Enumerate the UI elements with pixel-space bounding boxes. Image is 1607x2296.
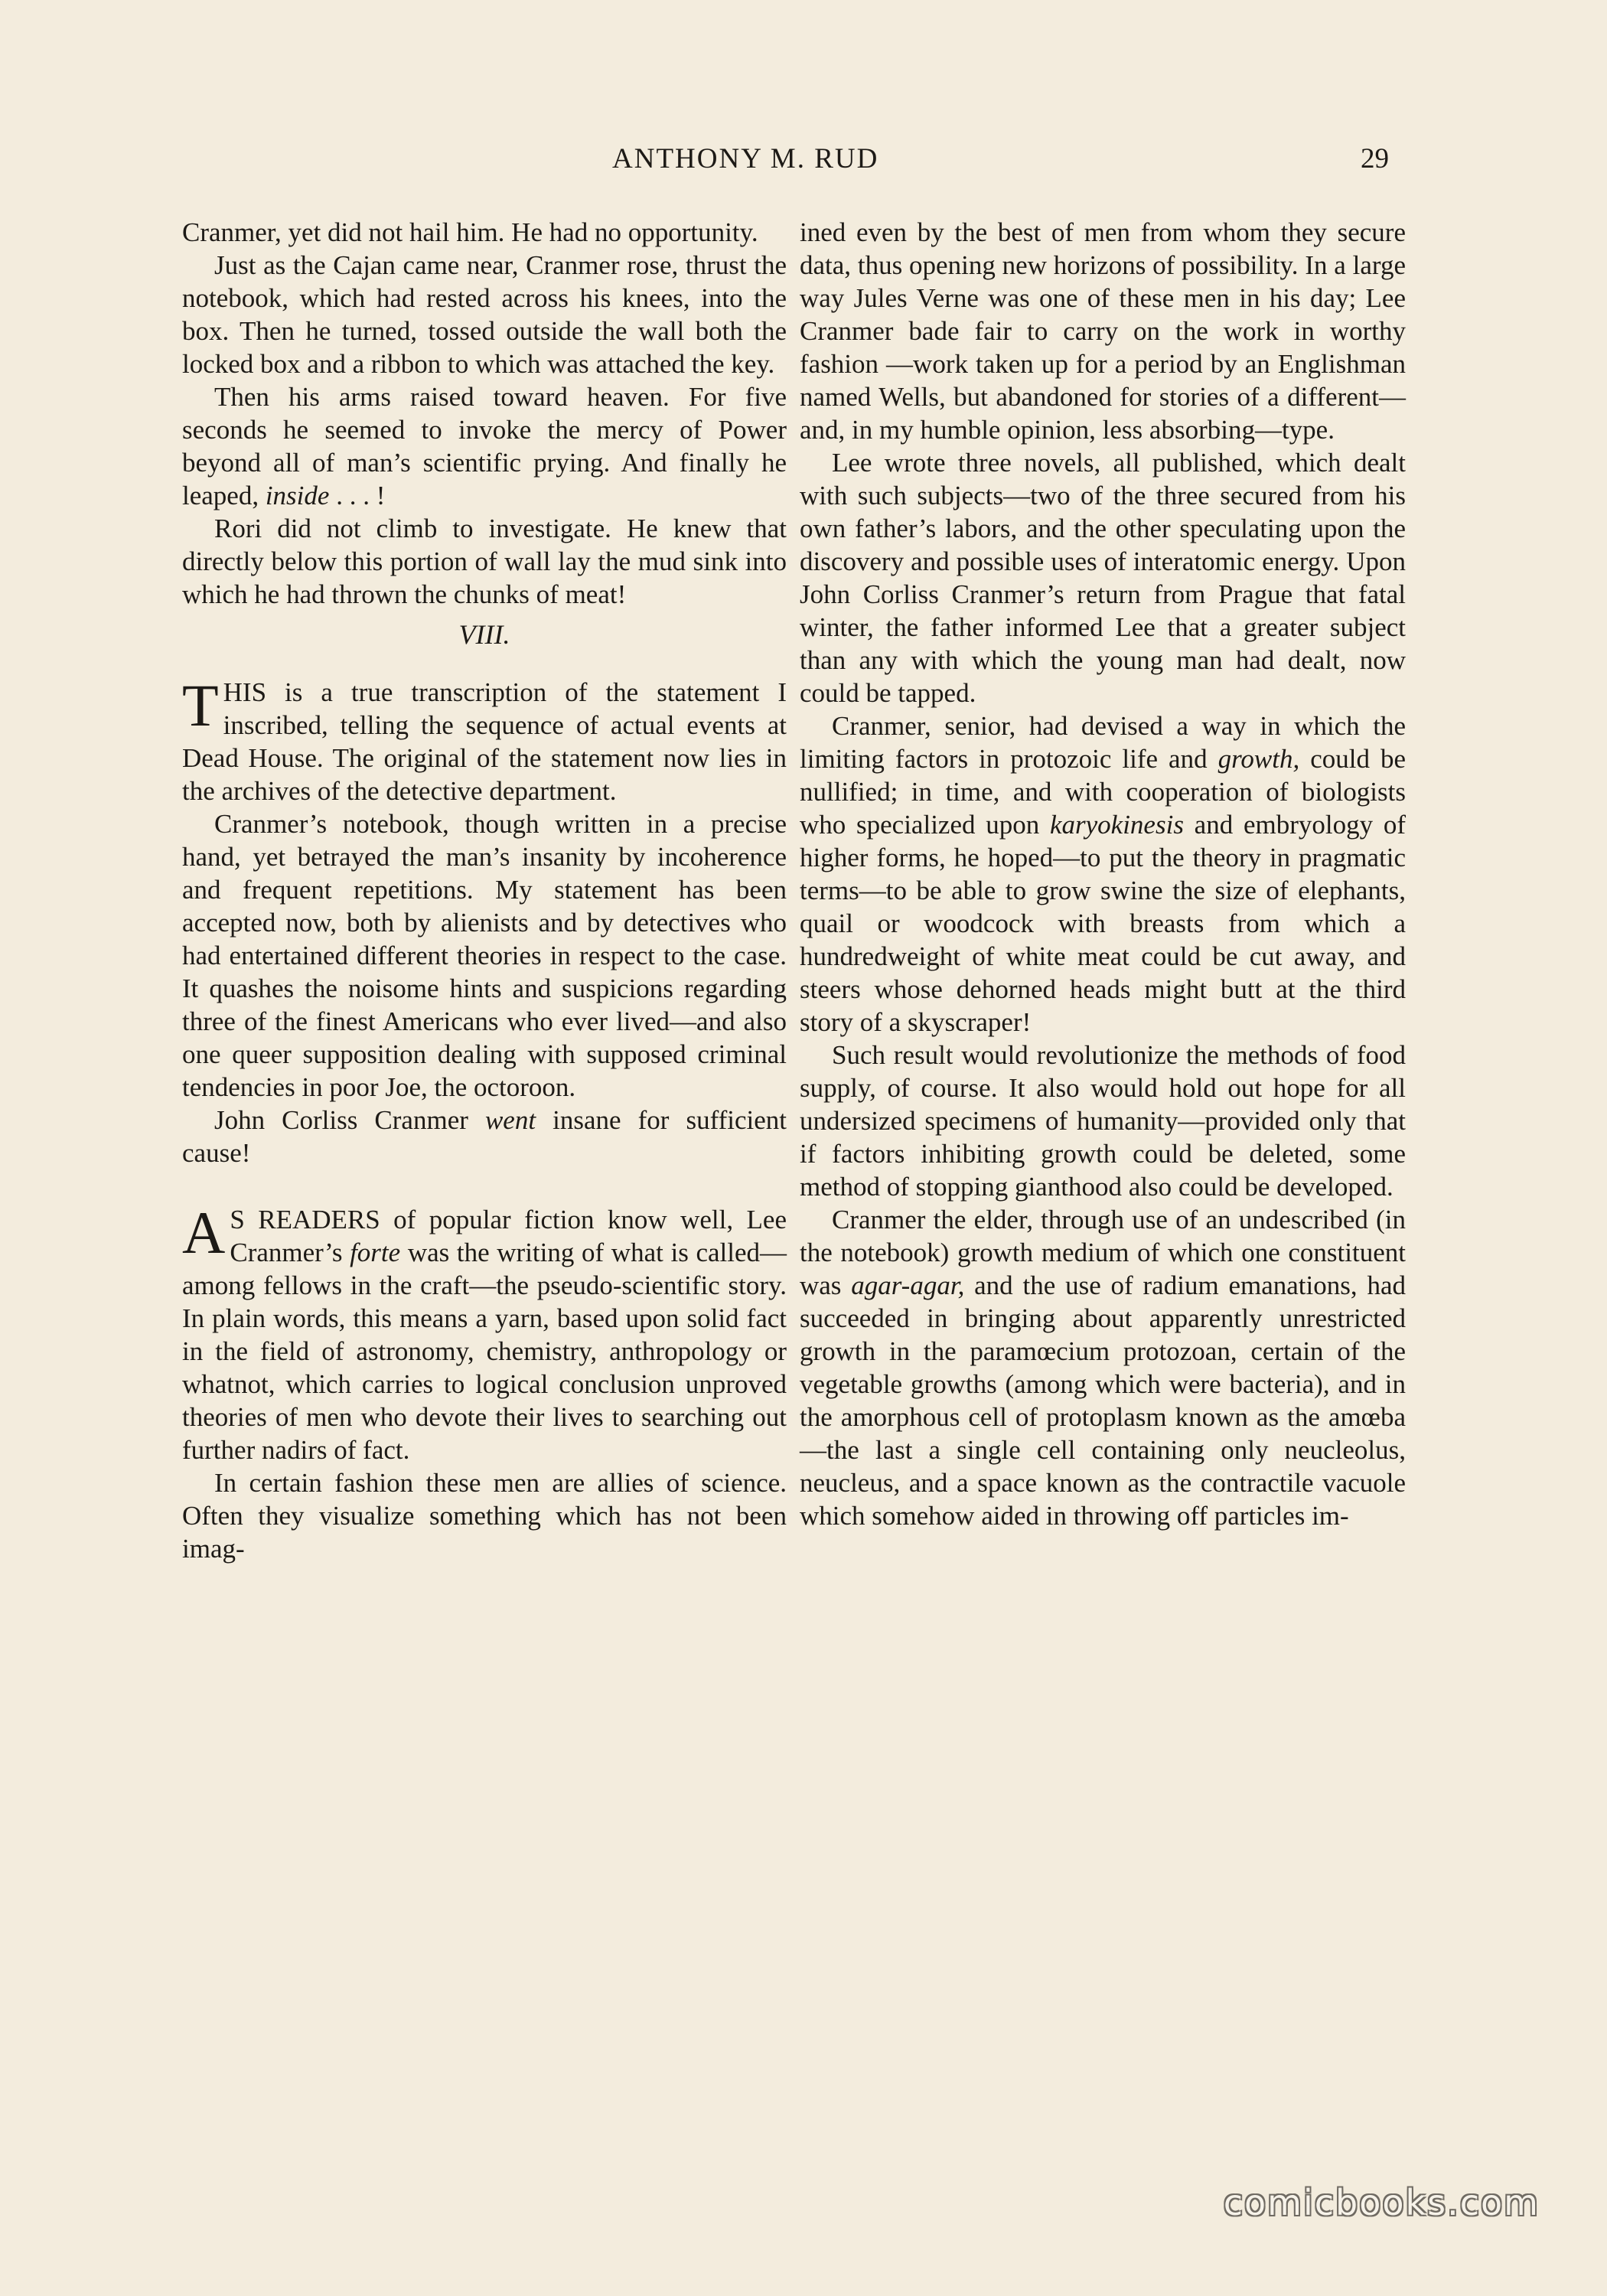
paragraph: Cranmer, yet did not hail him. He had no opportunity. bbox=[182, 217, 758, 247]
paragraph bbox=[182, 380, 787, 512]
text: Then his arms raised toward heaven. For five seconds he seemed to invoke the mercy of Power beyond all of man’s scientific prying. And finally he leaped, bbox=[182, 382, 787, 510]
watermark: comicbooks.com bbox=[1223, 2182, 1540, 2223]
text: Cranmer, senior, had devised a way in which the limiting factors in protozoic life and bbox=[800, 711, 1406, 774]
paragraph: Such result would revolutionize the methods of food supply, of course. It also would hold out hope for all undersized specimens of humanity—provided only that if factors inhibiting growth could be deleted, some method of stopping gianthood also could be developed. bbox=[800, 1040, 1406, 1202]
section-gap bbox=[182, 1169, 787, 1203]
drop-cap: T bbox=[182, 672, 219, 739]
italic-text: growth, bbox=[1217, 744, 1300, 774]
paragraph bbox=[800, 709, 1406, 1039]
italic-text: inside bbox=[265, 481, 330, 510]
paragraph: Cranmer’s notebook, though written in a precise hand, yet betrayed the man’s insanity by incoherence and frequent repetitions. My statement has been accepted now, both by alienists and by detectives who had entertained different theories in respect to the case. It quashes the noisome hints and suspicions regarding three of the finest Americans who ever lived—and also one queer supposition dealing with supposed criminal tendencies in poor Joe, the octoroon. bbox=[182, 809, 787, 1102]
italic-text: agar-agar, bbox=[851, 1270, 965, 1300]
paragraph bbox=[182, 672, 787, 807]
left-column bbox=[182, 216, 787, 1565]
running-head: ANTHONY M. RUD bbox=[612, 143, 879, 174]
text: John Corliss Cranmer bbox=[214, 1105, 485, 1135]
paragraph bbox=[800, 1203, 1406, 1532]
text: S READERS of popular fiction know well, Lee Cranmer’s bbox=[230, 1205, 787, 1267]
text: Cranmer the elder, through use of an undescribed (in the notebook) growth medium of which one constituent was bbox=[800, 1205, 1406, 1300]
paragraph: Just as the Cajan came near, Cranmer rose, thrust the notebook, which had rested across his knees, into the box. Then he turned, tossed outside the wall both the locked box and a ribbon to which was attached the key. bbox=[182, 250, 787, 379]
text: and the use of radium emanations, had succeeded in bringing about apparently unrestricted growth in the paramœcium protozoan, certain of the vegetable growths (among which were bacteria), and in the amorphous cell of protoplasm known as the amœba —the last a single cell containing only neucleolus, neucleus, and a space known as the contractile vacuole which somehow aided in throwing off particles im- bbox=[800, 1270, 1406, 1531]
page-number: 29 bbox=[1361, 143, 1389, 174]
text: and embryology of higher forms, he hoped—to put the theory in pragmatic terms—to be able to grow swine the size of elephants, quail or woodcock with breasts from which a hundredweight of white meat could be cut away, and steers whose dehorned heads might butt at the third story of a skyscraper! bbox=[800, 810, 1407, 1037]
italic-text: went bbox=[484, 1105, 536, 1135]
right-column bbox=[800, 216, 1406, 1532]
paragraph bbox=[182, 1199, 787, 1466]
paragraph: In certain fashion these men are allies of science. Often they visualize something which has not been imag- bbox=[182, 1468, 787, 1564]
text: HIS is a true transcription of the statement I inscribed, telling the sequence of actual events at Dead House. The original of the statement now lies in the archives of the detective department. bbox=[182, 677, 787, 806]
text: . . . ! bbox=[329, 481, 386, 510]
section-heading: VIII. bbox=[458, 619, 510, 650]
italic-text: forte bbox=[350, 1238, 401, 1267]
italic-text: karyokinesis bbox=[1049, 810, 1184, 840]
text: was the writing of what is called—among fellows in the craft—the pseudo-scientific story. In plain words, this means a yarn, based upon solid fact in the field of astronomy, chemistry, anthropology or whatnot, which carries to logical conclusion unproved theories of men who devote their lives to searching out further nadirs of fact. bbox=[182, 1238, 787, 1465]
text: insane for sufficient cause! bbox=[182, 1105, 787, 1168]
paragraph: ined even by the best of men from whom they secure data, thus opening new horizons of possibility. In a large way Jules Verne was one of these men in his day; Lee Cranmer bade fair to carry on the work in worthy fashion —work taken up for a period by an Englishman named Wells, but abandoned for stories of a different—and, in my humble opinion, less absorbing—type. bbox=[800, 217, 1406, 445]
paragraph: Rori did not climb to investigate. He knew that directly below this portion of wall lay the mud sink into which he had thrown the chunks of meat! bbox=[182, 514, 787, 609]
paragraph: Lee wrote three novels, all published, which dealt with such subjects—two of the three secured from his own father’s labors, and the other speculating upon the discovery and possible uses of interatomic energy. Upon John Corliss Cranmer’s return from Prague that fatal winter, the father informed Lee that a greater subject than any with which the young man had dealt, now could be tapped. bbox=[800, 448, 1406, 708]
text: could be nullified; in time, and with cooperation of biologists who specialized upon bbox=[800, 744, 1407, 840]
paragraph bbox=[182, 1104, 787, 1169]
drop-cap: A bbox=[182, 1199, 226, 1266]
